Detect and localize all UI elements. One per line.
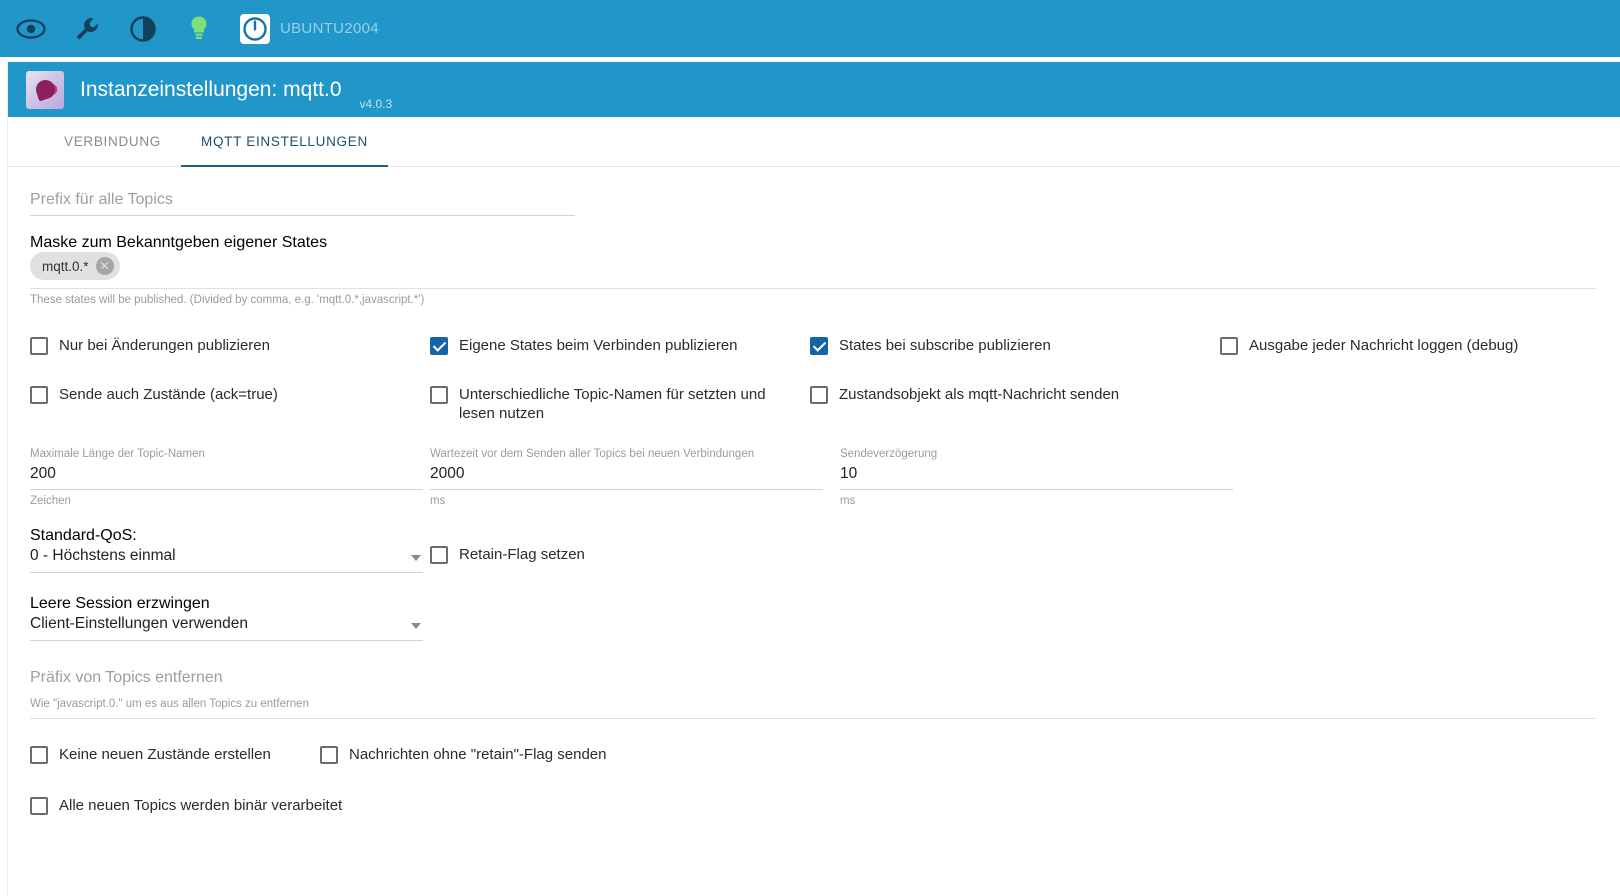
checkbox-label: Nachrichten ohne "retain"-Flag senden [349, 746, 607, 763]
checkbox-box[interactable] [810, 337, 828, 355]
checkbox-label: Retain-Flag setzen [459, 546, 585, 563]
page-title: Instanzeinstellungen: mqtt.0 [80, 77, 342, 101]
cb-alle-topics-binaer[interactable] [30, 796, 1598, 815]
field-suffix: ms [840, 495, 856, 507]
field-suffix: ms [430, 495, 446, 507]
qos-row [30, 527, 1598, 573]
checkbox-label: Unterschiedliche Topic-Namen für setzten und lesen nutzen [459, 386, 766, 422]
checkbox-label: Keine neuen Zustände erstellen [59, 746, 271, 763]
select-value: Client-Einstellungen verwenden [30, 613, 423, 641]
tab-mqtt-einstellungen[interactable]: MQTT EINSTELLUNGEN [181, 117, 388, 167]
field-label: Sendeverzögerung [840, 448, 938, 460]
checkbox-box[interactable] [430, 546, 448, 564]
clean-session-select[interactable] [30, 595, 423, 641]
window-header [8, 62, 1620, 117]
checkbox-label: Alle neuen Topics werden binär verarbeitet [59, 797, 343, 814]
mask-states-chip-row[interactable] [30, 252, 1596, 289]
checkbox-label: States bei subscribe publizieren [839, 337, 1051, 354]
clean-session-row [30, 595, 1598, 641]
max-topic-length-input[interactable] [30, 463, 423, 490]
checkbox-box[interactable] [430, 337, 448, 355]
checkbox-label: Eigene States beim Verbinden publizieren [459, 337, 738, 354]
checkbox-label: Zustandsobjekt als mqtt-Nachricht senden [839, 386, 1120, 403]
prefix-all-topics-field [30, 189, 575, 216]
send-delay-all-topics-input[interactable] [430, 463, 823, 490]
mask-states-label: Maske zum Bekanntgeben eigener States [30, 234, 328, 251]
max-topic-length-field [30, 447, 423, 507]
version-label: v4.0.3 [359, 97, 393, 111]
field-suffix: Zeichen [30, 495, 71, 507]
close-icon[interactable]: ✕ [96, 257, 114, 275]
field-label: Leere Session erzwingen [30, 595, 210, 612]
checkbox-box[interactable] [430, 386, 448, 404]
adapter-logo-icon [26, 71, 64, 109]
checkbox-box[interactable] [30, 797, 48, 815]
checkbox-box[interactable] [30, 337, 48, 355]
default-qos-select[interactable] [30, 527, 423, 573]
settings-form [8, 167, 1620, 896]
checkbox-row-4 [30, 796, 1598, 815]
field-label: Wartezeit vor dem Senden aller Topics bei neuen Verbindungen [430, 448, 755, 460]
numeric-fields-row [30, 447, 1598, 511]
eye-icon[interactable] [14, 12, 48, 46]
mask-states-field [30, 234, 1598, 306]
checkbox-row-3 [30, 745, 1598, 764]
field-label: Maximale Länge der Topic-Namen [30, 448, 205, 460]
field-label: Standard-QoS: [30, 527, 137, 544]
cb-nachrichten-ohne-retain[interactable] [320, 745, 720, 764]
cb-keine-neuen-zustaende[interactable] [30, 745, 320, 764]
checkbox-label: Sende auch Zustände (ack=true) [59, 386, 278, 403]
wrench-icon[interactable] [70, 12, 104, 46]
checkbox-box[interactable] [320, 746, 338, 764]
send-interval-input[interactable] [840, 463, 1233, 490]
remove-prefix-hint: Wie "javascript.0." um es aus allen Topics zu entfernen [30, 698, 1596, 719]
checkbox-label: Nur bei Änderungen publizieren [59, 337, 270, 354]
host-indicator[interactable] [240, 14, 379, 44]
cb-nur-bei-aenderungen[interactable] [30, 336, 430, 355]
cb-states-bei-subscribe[interactable] [810, 336, 1220, 355]
send-interval-field [840, 447, 1233, 507]
cb-unterschiedliche-topic-namen[interactable] [430, 385, 810, 423]
remove-prefix-field [30, 667, 1598, 719]
chip-mqtt-states[interactable] [30, 252, 120, 280]
chevron-down-icon[interactable] [411, 555, 421, 561]
contrast-icon[interactable] [126, 12, 160, 46]
power-icon [240, 14, 270, 44]
remove-prefix-input[interactable] [30, 667, 1596, 693]
instance-settings-window [8, 62, 1620, 896]
chip-label: mqtt.0.* [42, 258, 89, 274]
tab-bar [8, 117, 1620, 167]
prefix-all-topics-input[interactable] [30, 189, 575, 216]
cb-ausgabe-loggen-debug[interactable] [1220, 336, 1598, 355]
cb-zustandsobjekt-als-nachricht[interactable] [810, 385, 1220, 423]
tab-verbindung[interactable]: VERBINDUNG [64, 133, 162, 149]
select-value: 0 - Höchstens einmal [30, 545, 423, 573]
checkbox-row-2 [30, 385, 1598, 423]
checkbox-box[interactable] [1220, 337, 1238, 355]
checkbox-row-1 [30, 336, 1598, 355]
system-toolbar [0, 0, 1620, 57]
cb-retain-flag[interactable] [430, 545, 840, 573]
cb-eigene-states-publizieren[interactable] [430, 336, 810, 355]
send-delay-all-topics-field [430, 447, 823, 507]
checkbox-box[interactable] [30, 386, 48, 404]
remove-prefix-input-wrap [30, 667, 1596, 693]
checkbox-box[interactable] [810, 386, 828, 404]
bulb-icon[interactable] [182, 12, 216, 46]
checkbox-box[interactable] [30, 746, 48, 764]
mask-states-hint: These states will be published. (Divided by comma, e.g. 'mqtt.0.*,javascript.*') [30, 294, 425, 306]
chevron-down-icon[interactable] [411, 623, 421, 629]
host-name-label: UBUNTU2004 [280, 20, 379, 37]
checkbox-label: Ausgabe jeder Nachricht loggen (debug) [1249, 337, 1519, 354]
cb-sende-auch-zustaende[interactable] [30, 385, 430, 423]
